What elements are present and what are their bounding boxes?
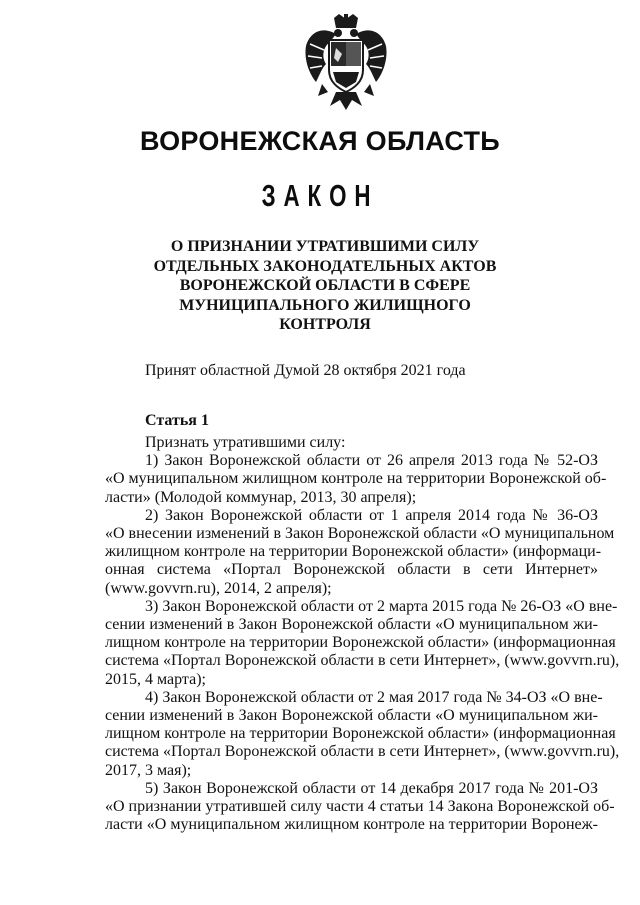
law-title-line: ВОРОНЕЖСКОЙ ОБЛАСТИ В СФЕРЕ [179,277,471,294]
law-title-line: ОТДЕЛЬНЫХ ЗАКОНОДАТЕЛЬНЫХ АКТОВ [153,257,497,275]
article-line: онная система «Портал Воронежской области в сети Интернет» [105,561,598,579]
article-line: система «Портал Воронежской области в сети Интернет», (www.govvrn.ru), [105,652,620,670]
adoption-date: Принят областной Думой 28 октября 2021 года [145,362,466,379]
article-heading: Статья 1 [145,412,209,429]
article-line: 3) Закон Воронежской области от 2 марта 2015 года № 26-ОЗ «О вне- [145,597,618,615]
law-title-line: О ПРИЗНАНИИ УТРАТИВШИМИ СИЛУ [170,238,480,255]
article-line: сении изменений в Закон Воронежской области «О муниципальном жи- [105,707,598,725]
article-line: 1) Закон Воронежской области от 26 апреля 2013 года № 52-ОЗ [145,452,598,470]
article-line: 2015, 4 марта); [105,670,206,688]
article-line: 2017, 3 мая); [105,761,192,779]
law-title-line: КОНТРОЛЯ [279,316,371,333]
article-line: 4) Закон Воронежской области от 2 мая 2017 года № 34-ОЗ «О вне- [145,688,603,706]
law-title [120,237,530,335]
article-line: лищном контроле на территории Воронежской области» (информационная [105,725,616,743]
article-line: лищном контроле на территории Воронежской области» (информационная [105,634,616,652]
article-line: 2) Закон Воронежской области от 1 апреля 2014 года № 36-ОЗ [145,506,598,524]
article-line: 5) Закон Воронежской области от 14 декабря 2017 года № 201-ОЗ [145,779,598,797]
coat-of-arms-icon [300,14,392,114]
article-line: (www.govvrn.ru), 2014, 2 апреля); [105,579,332,597]
law-title-line: МУНИЦИПАЛЬНОГО ЖИЛИЩНОГО [179,296,471,314]
article-line: сении изменений в Закон Воронежской области «О муниципальном жи- [105,616,598,634]
article-line: ласти «О муниципальном жилищном контроле на территории Воронеж- [105,816,598,834]
article-line: Признать утратившими силу: [145,434,346,451]
document-type: ЗАКОН [261,178,379,213]
article-line: ласти» (Молодой коммунар, 2013, 30 апреля); [105,488,417,506]
article-line: «О признании утратившей силу части 4 статьи 14 Закона Воронежской об- [105,798,615,816]
article-line: жилищном контроле на территории Воронежской области» (информаци- [105,543,602,561]
article-line: система «Портал Воронежской области в сети Интернет», (www.govvrn.ru), [105,743,620,761]
article-body [105,434,620,834]
article-line: «О внесении изменений в Закон Воронежской области «О муниципальном [105,525,615,543]
article-line: «О муниципальном жилищном контроле на территории Воронежской об- [105,470,607,488]
region-name: ВОРОНЕЖСКАЯ ОБЛАСТЬ [139,126,501,156]
